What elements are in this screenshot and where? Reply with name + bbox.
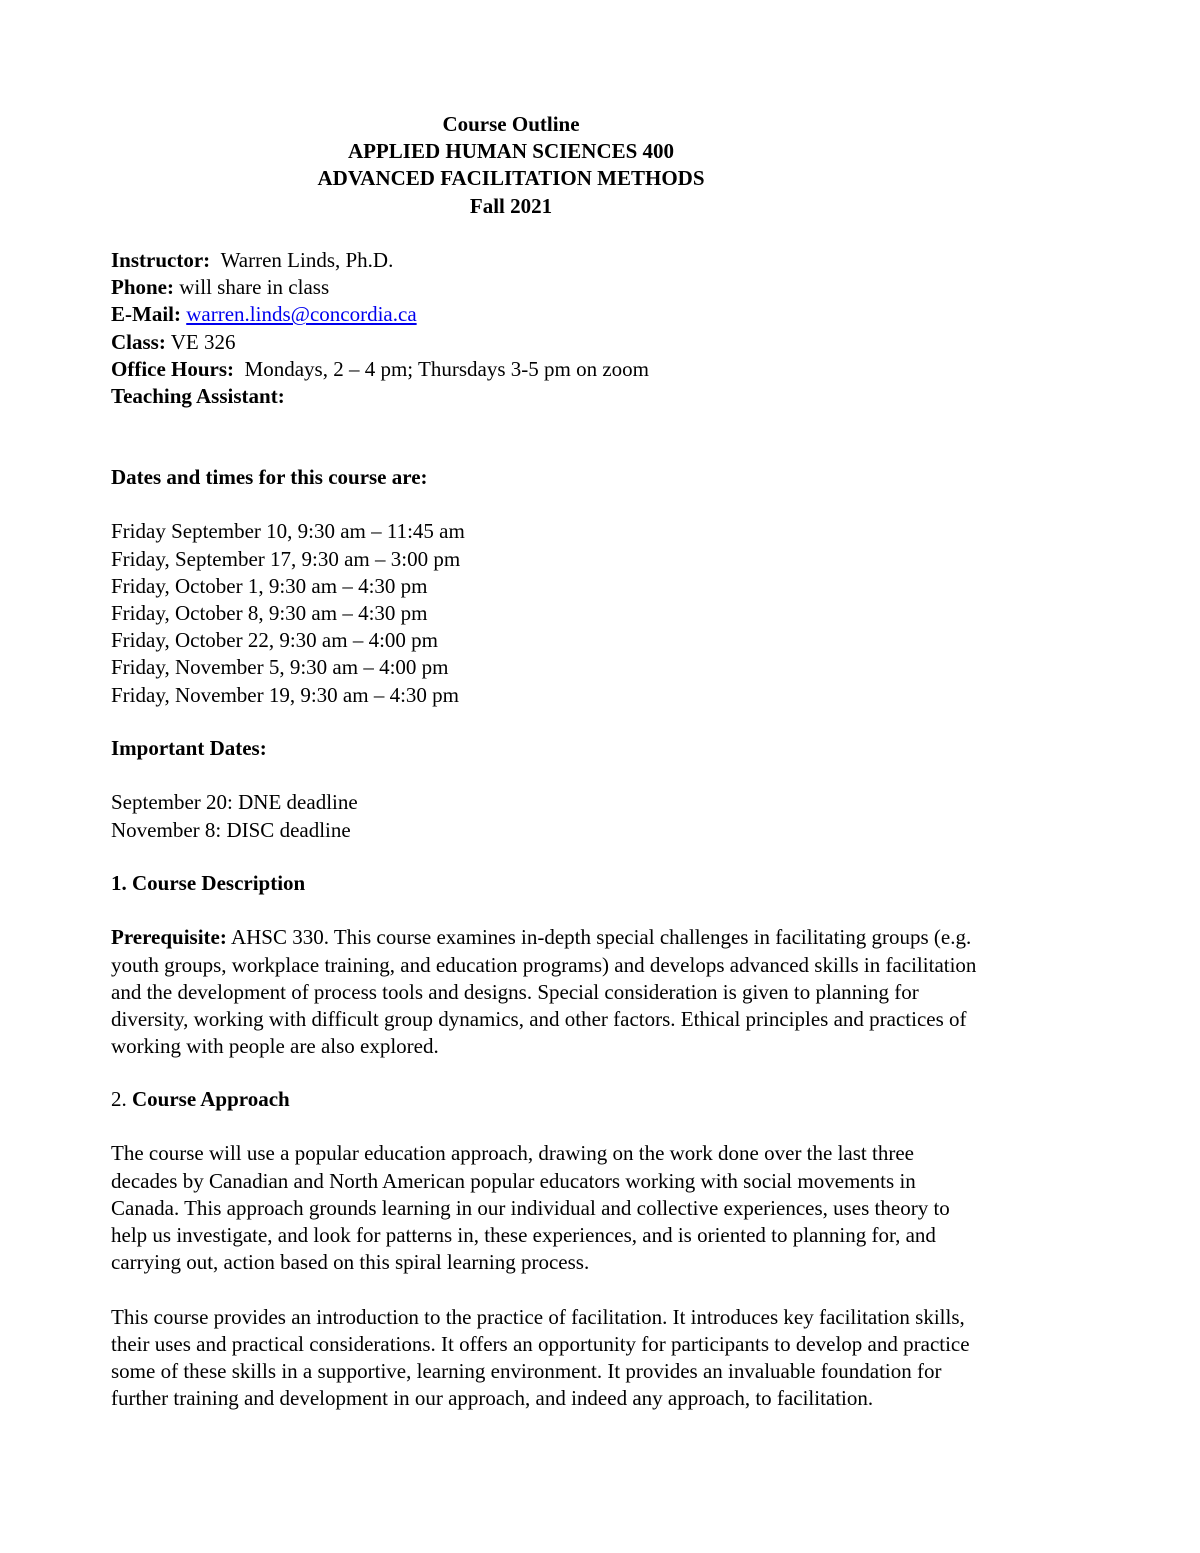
description-line: diversity, working with difficult group dynamics, and other factors. Ethical principles and practices of — [111, 1006, 967, 1031]
ta-line — [111, 383, 1091, 410]
course-info — [111, 247, 1091, 410]
description-line: working with people are also explored. — [111, 1034, 439, 1059]
section-number: 2. — [111, 1087, 132, 1111]
document-title-block — [111, 111, 1091, 220]
email-label: E-Mail: — [111, 302, 181, 327]
class-line — [111, 329, 1091, 356]
course-date-item: Friday, October 1, 9:30 am – 4:30 pm — [111, 573, 428, 598]
course-date-item: Friday, September 17, 9:30 am – 3:00 pm — [111, 546, 461, 571]
course-approach-section — [111, 1086, 1091, 1412]
title-department: APPLIED HUMAN SCIENCES 400 — [347, 139, 675, 164]
phone-value: will share in class — [179, 275, 330, 300]
description-line: youth groups, workplace training, and education programs) and develops advanced skills in facilitation — [111, 952, 977, 977]
section-title: Course Approach — [132, 1087, 290, 1111]
phone-label: Phone: — [111, 275, 174, 300]
important-dates-section — [111, 735, 1091, 844]
course-date-item: Friday, November 5, 9:30 am – 4:00 pm — [111, 655, 449, 680]
instructor-label: Instructor: — [111, 248, 211, 272]
email-link[interactable]: warren.linds@concordia.ca — [186, 302, 417, 327]
important-date-item: November 8: DISC deadline — [111, 817, 351, 842]
title-course-name: ADVANCED FACILITATION METHODS — [317, 166, 705, 191]
email-line — [111, 301, 1091, 328]
ta-label: Teaching Assistant: — [111, 383, 285, 408]
description-text: AHSC 330. This course examines in-depth special challenges in facilitating groups (e.g. — [226, 925, 972, 950]
class-label: Class: — [111, 329, 166, 354]
spacer — [111, 1113, 1091, 1140]
prerequisite-label: Prerequisite: — [111, 925, 227, 950]
course-date-item: Friday, November 19, 9:30 am – 4:30 pm — [111, 682, 460, 707]
approach-line: some of these skills in a supportive, learning environment. It provides an invaluable foundation for — [111, 1358, 942, 1383]
spacer — [111, 897, 1091, 924]
office-hours-value: Mondays, 2 – 4 pm; Thursdays 3-5 pm on zoom — [244, 356, 649, 381]
approach-line: decades by Canadian and North American popular educators working with social movements in — [111, 1168, 916, 1193]
approach-line: their uses and practical considerations. It offers an opportunity for participants to develop and practice — [111, 1331, 970, 1356]
description-line: and the development of process tools and designs. Special consideration is given to planning for — [111, 979, 919, 1004]
title-term: Fall 2021 — [469, 193, 553, 218]
class-value: VE 326 — [170, 329, 236, 354]
course-date-item: Friday, October 22, 9:30 am – 4:00 pm — [111, 628, 439, 653]
important-date-item: September 20: DNE deadline — [111, 790, 358, 815]
instructor-line — [111, 247, 1091, 274]
description-line — [111, 924, 1091, 951]
approach-line: The course will use a popular education approach, drawing on the work done over the last three — [111, 1141, 914, 1166]
approach-line: carrying out, action based on this spiral learning process. — [111, 1250, 590, 1275]
course-description-section — [111, 870, 1091, 1060]
spacer — [111, 762, 1091, 789]
course-approach-heading — [111, 1086, 1091, 1113]
course-dates-heading: Dates and times for this course are: — [111, 465, 428, 489]
spacer — [111, 491, 1091, 518]
phone-line — [111, 274, 1091, 301]
course-date-item: Friday September 10, 9:30 am – 11:45 am — [111, 519, 465, 544]
office-hours-label: Office Hours: — [111, 356, 235, 381]
course-date-item: Friday, October 8, 9:30 am – 4:30 pm — [111, 600, 428, 625]
approach-line: further training and development in our approach, and indeed any approach, to facilitation. — [111, 1386, 874, 1411]
approach-line: This course provides an introduction to the practice of facilitation. It introduces key facilitation skills, — [111, 1304, 965, 1329]
instructor-value: Warren Linds, Ph.D. — [220, 248, 394, 272]
office-hours-line — [111, 356, 1091, 383]
course-dates-section — [111, 464, 1091, 709]
approach-line: Canada. This approach grounds learning in our individual and collective experiences, uses theory to — [111, 1195, 950, 1220]
course-description-heading: 1. Course Description — [111, 871, 306, 895]
important-dates-heading: Important Dates: — [111, 736, 267, 760]
approach-line: help us investigate, and look for patterns in, these experiences, and is oriented to planning for, and — [111, 1222, 936, 1247]
title-course-outline: Course Outline — [442, 112, 580, 136]
spacer — [111, 1276, 1091, 1303]
